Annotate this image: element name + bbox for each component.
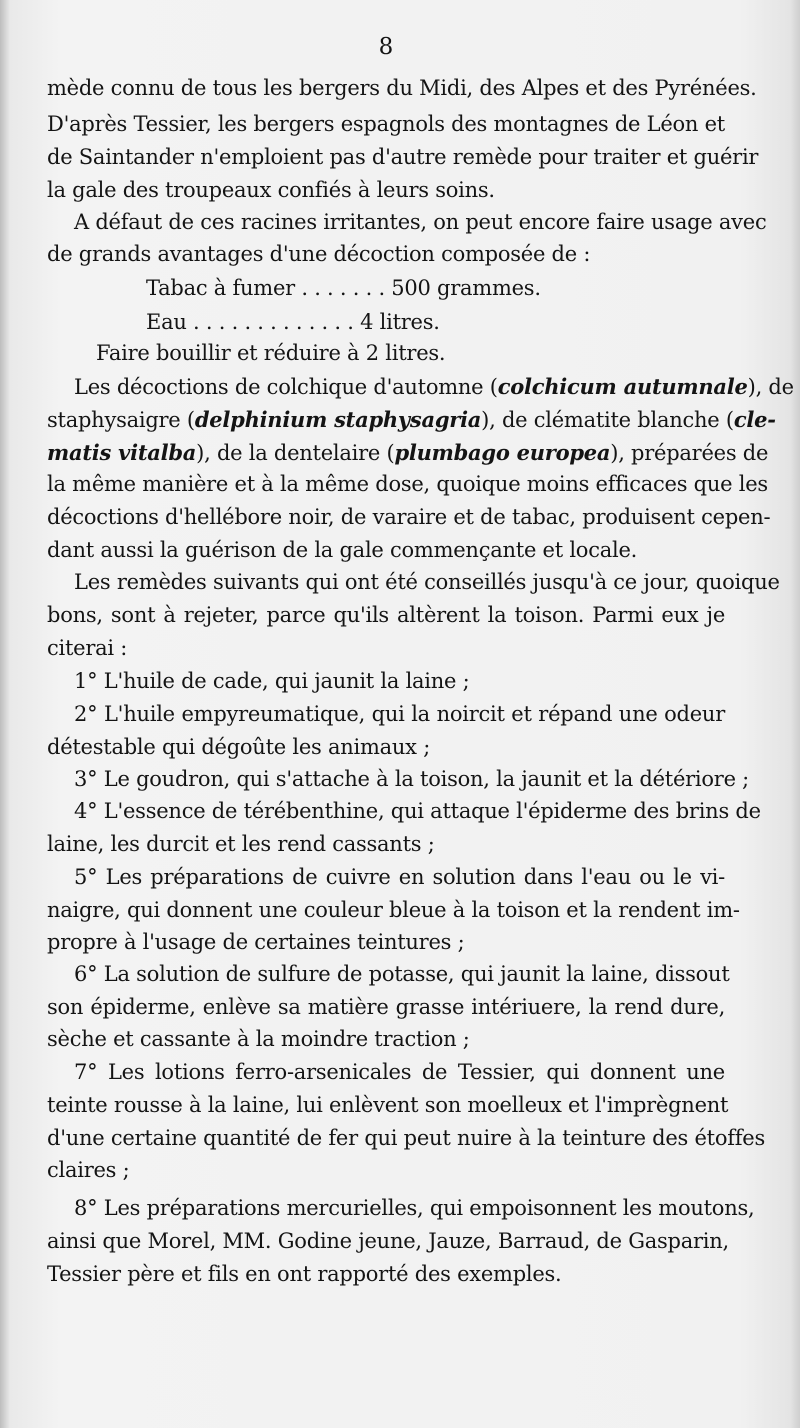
text-line: teinte rousse à la laine, lui enlèvent son moelleux et l'imprègnent [47, 1093, 729, 1117]
list-item-5: 5° Les préparations de cuivre en solution dans l'eau ou le vi- [74, 865, 725, 889]
text-line: de grands avantages d'une décoction composée de : [47, 242, 591, 266]
text-line: Tessier père et fils en ont rapporté des exemples. [47, 1262, 562, 1286]
text-line: de Saintander n'emploient pas d'autre remède pour traiter et guérir [47, 145, 759, 169]
text-line: mède connu de tous les bergers du Midi, des Alpes et des Pyrénées. [47, 76, 757, 100]
text-line: détestable qui dégoûte les animaux ; [47, 735, 431, 759]
text-line: décoctions d'hellébore noir, de varaire et de tabac, produisent cepen- [47, 505, 771, 529]
text-line: Les remèdes suivants qui ont été conseillés jusqu'à ce jour, quoique [74, 570, 780, 594]
text-line: bons, sont à rejeter, parce qu'ils altèrent la toison. Parmi eux je [47, 603, 725, 627]
text-line: laine, les durcit et les rend cassants ; [47, 832, 435, 856]
text-line: D'après Tessier, les bergers espagnols des montagnes de Léon et [47, 112, 725, 136]
text-line: matis vitalba), de la dentelaire (plumbago europea), préparées de [47, 440, 769, 465]
text-line: la gale des troupeaux confiés à leurs soins. [47, 178, 495, 202]
text-line: propre à l'usage de certaines teintures ; [47, 930, 465, 954]
text-line: citerai : [47, 636, 128, 660]
text-line: A défaut de ces racines irritantes, on peut encore faire usage avec [74, 210, 767, 234]
text-line: la même manière et à la même dose, quoique moins efficaces que les [47, 472, 768, 496]
text-line: claires ; [47, 1158, 130, 1182]
text-line: Les décoctions de colchique d'automne (colchicum autumnale), de [74, 374, 794, 399]
recipe-line-tobacco: Tabac à fumer . . . . . . . 500 grammes. [146, 276, 541, 300]
list-item-6: 6° La solution de sulfure de potasse, qui jaunit la laine, dissout [74, 962, 730, 986]
text-line: sèche et cassante à la moindre traction ; [47, 1027, 470, 1051]
text-line: d'une certaine quantité de fer qui peut nuire à la teinture des étoffes [47, 1126, 765, 1150]
recipe-line-water: Eau . . . . . . . . . . . . . 4 litres. [146, 310, 440, 334]
list-item-4: 4° L'essence de térébenthine, qui attaque l'épiderme des brins de [74, 799, 761, 823]
text-line: naigre, qui donnent une couleur bleue à la toison et la rendent im- [47, 898, 740, 922]
text-line: son épiderme, enlève sa matière grasse intériuere, la rend dure, [47, 995, 725, 1019]
text-line: dant aussi la guérison de la gale commençante et locale. [47, 538, 638, 562]
list-item-8: 8° Les préparations mercurielles, qui empoisonnent les moutons, [74, 1196, 755, 1220]
text-line: Faire bouillir et réduire à 2 litres. [96, 341, 446, 365]
text-line: staphysaigre (delphinium staphysagria), de clématite blanche (cle- [47, 407, 776, 432]
list-item-7: 7° Les lotions ferro-arsenicales de Tessier, qui donnent une [74, 1060, 725, 1084]
list-item-3: 3° Le goudron, qui s'attache à la toison, la jaunit et la détériore ; [74, 767, 749, 791]
page-number: 8 [378, 34, 394, 60]
list-item-1: 1° L'huile de cade, qui jaunit la laine ; [74, 669, 470, 693]
text-line: ainsi que Morel, MM. Godine jeune, Jauze, Barraud, de Gasparin, [47, 1229, 729, 1253]
list-item-2: 2° L'huile empyreumatique, qui la noircit et répand une odeur [74, 702, 725, 726]
